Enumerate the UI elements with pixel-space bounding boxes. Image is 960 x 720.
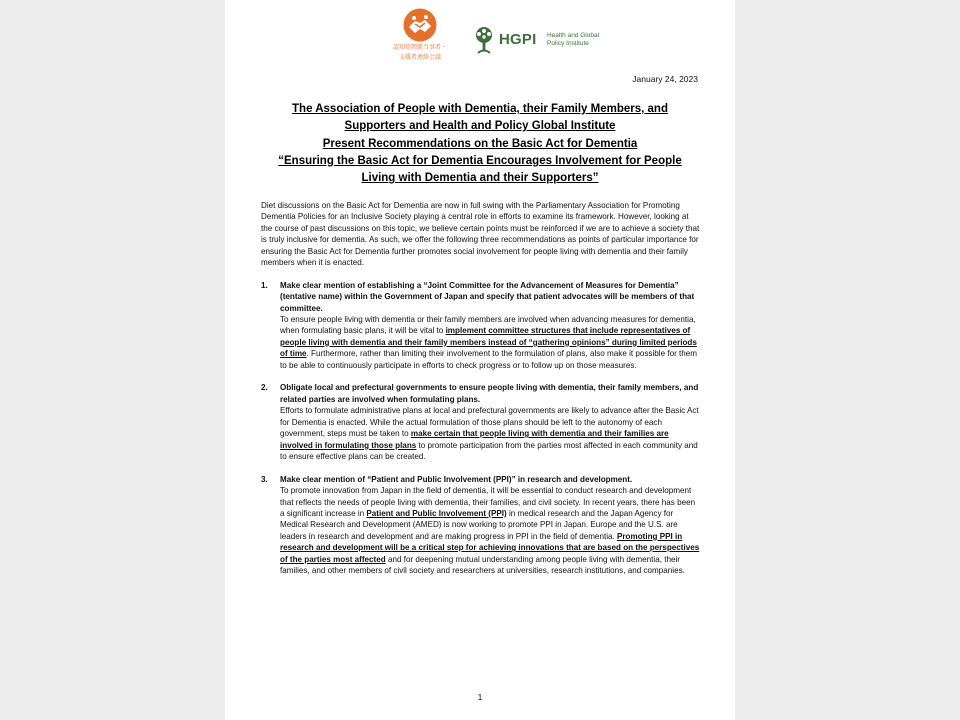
title-line: Present Recommendations on the Basic Act for Dementia	[322, 137, 638, 150]
document-date: January 24, 2023	[632, 74, 698, 84]
tree-logo-icon	[472, 26, 496, 54]
title-line: “Ensuring the Basic Act for Dementia Encourages Involvement for People	[278, 154, 682, 167]
emphasis-run: Patient and Public Involvement (PPI)	[366, 508, 507, 518]
recommendation-2	[261, 382, 701, 462]
text-run: To promote innovation from Japan in the field of dementia, it will be essential to conduct research and development that reflects the needs of people living with dementia, their families, and civil society. In recent years, there has been a significant increase in	[280, 486, 696, 518]
page-number: 1	[477, 692, 483, 702]
recommendation-text	[280, 405, 701, 462]
recommendation-1	[261, 280, 701, 371]
header-logos	[225, 8, 735, 68]
association-logo	[385, 8, 455, 62]
emphasis-run: Promoting PPI in research and development will be a critical step for achieving innovations that are based on the perspectives of the parties most affected	[280, 531, 700, 564]
association-logo-caption-1: 認知症関係当事者・	[392, 44, 447, 51]
recommendation-text	[280, 314, 701, 371]
recommendation-heading: Make clear mention of establishing a “Joint Committee for the Advancement of Measures for Dementia” (tentative name) within the Government of Japan and specify that patient advocates will be members of that committee.	[280, 280, 695, 313]
text-run: . Furthermore, rather than limiting their involvement to the formulation of plans, also make it possible for them to be able to continuously participate in efforts to check progress or to follow up on those measures.	[280, 349, 698, 370]
text-run: To ensure people living with dementia or their family members are involved when advancing measures for dementia, when formulating basic plans, it will be vital to	[280, 315, 696, 336]
hgpi-subtitle-line-2: Policy Institute	[547, 40, 589, 47]
handshake-logo-icon	[403, 8, 437, 42]
association-logo-caption-2: 支援者連絡会議	[398, 54, 441, 61]
hgpi-wordmark: HGPI	[499, 31, 537, 48]
recommendation-heading: Obligate local and prefectural governments to ensure people living with dementia, their family members, and related parties are involved when formulating plans.	[280, 383, 699, 404]
recommendation-number: 3.	[261, 474, 268, 484]
hgpi-subtitle-line-1: Health and Global	[547, 32, 600, 39]
emphasis-run: make certain that people living with dementia and their families are involved in formulating those plans	[280, 429, 669, 450]
text-run: in medical research and the Japan Agency for Medical Research and Development (AMED) is now working to promote PPI in Japan. Europe and the U.S. are leaders in research and development and are making progress in PPI in the field of dementia.	[280, 508, 678, 541]
recommendation-number: 1.	[261, 280, 268, 290]
text-run: Efforts to formulate administrative plans at local and prefectural governments are likely to advance after the Basic Act for Dementia is enacted. While the actual formulation of those plans should be left to the autonomy of each government, steps must be taken to	[280, 406, 699, 439]
emphasis-run: implement committee structures that include representatives of people living with dementia and their family members instead of “gathering opinions” during limited periods of time	[280, 326, 697, 359]
document-title	[265, 101, 695, 187]
document-page	[225, 0, 735, 720]
title-line: Supporters and Health and Policy Global Institute	[344, 120, 616, 133]
recommendation-heading: Make clear mention of “Patient and Public Involvement (PPI)” in research and development.	[280, 474, 633, 484]
recommendation-3	[261, 474, 701, 577]
text-run: and for deepening mutual understanding among people living with dementia, their families, and other members of civil society and researchers at universities, research institutions, and companies.	[280, 554, 685, 575]
intro-paragraph: Diet discussions on the Basic Act for Dementia are now in full swing with the Parliamentary Association for Promoting Dementia Policies for an Inclusive Society playing a central role in efforts to examine its framework. However, looking at the course of past discussions on this topic, we believe certain points must be reinforced if we are to achieve a society that is truly inclusive for dementia. As such, we offer the following three recommendations as points of particular importance for ensuring the Basic Act for Dementia further promotes social involvement for people living with dementia and their family members when it is enacted.	[261, 201, 700, 268]
title-line: The Association of People with Dementia, their Family Members, and	[292, 103, 668, 115]
hgpi-subtitle	[547, 32, 607, 48]
text-run: to promote participation from the parties most affected in each community and to ensure effective plans can be created.	[280, 440, 698, 461]
recommendation-text	[280, 485, 701, 576]
document-body	[261, 200, 701, 576]
title-line: Living with Dementia and their Supporters”	[361, 172, 599, 185]
recommendation-number: 2.	[261, 383, 268, 393]
